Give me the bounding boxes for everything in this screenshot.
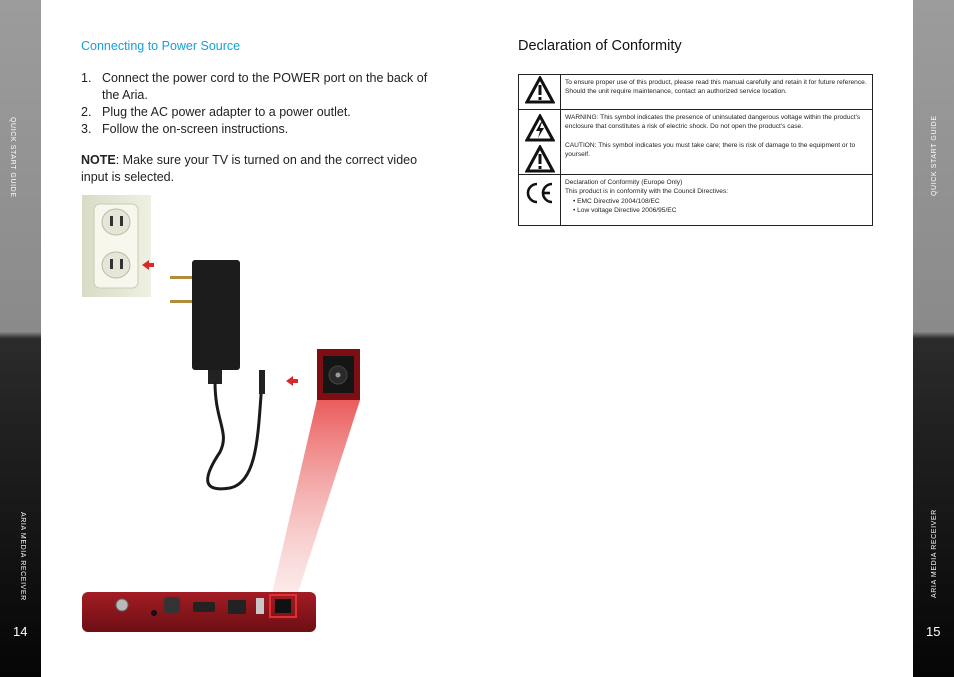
table-icon-cell xyxy=(519,110,561,175)
step-text: Follow the on-screen instructions. xyxy=(102,122,289,136)
note-paragraph xyxy=(81,152,441,186)
step-text: Connect the power cord to the POWER port on the back of the Aria. xyxy=(102,71,428,102)
caution-triangle-icon xyxy=(525,76,555,104)
left-sidebar xyxy=(0,0,41,677)
step-item xyxy=(81,104,441,121)
conformity-title: Declaration of Conformity (Europe Only) xyxy=(565,179,683,186)
table-text-cell: To ensure proper use of this product, please read this manual carefully and retain it for future reference. Should the unit require maintenance, contact an authorized service location. xyxy=(561,75,873,110)
directive-item: • EMC Directive 2004/108/EC xyxy=(573,197,660,205)
caution-triangle-icon xyxy=(525,145,555,173)
power-connection-illustration xyxy=(80,192,440,637)
note-text: : Make sure your TV is turned on and the correct video input is selected. xyxy=(81,153,418,184)
table-icon-cell xyxy=(519,75,561,110)
ce-mark-icon xyxy=(525,180,555,206)
conformity-table xyxy=(518,74,873,226)
arrow-icon xyxy=(286,376,298,386)
step-item xyxy=(81,70,441,104)
section-heading: Connecting to Power Source xyxy=(81,39,241,53)
table-row xyxy=(519,75,873,110)
instruction-steps xyxy=(81,70,441,138)
electric-shock-warning-icon xyxy=(525,114,555,142)
step-number: 3. xyxy=(81,122,92,136)
power-port-closeup-icon xyxy=(317,349,360,400)
right-page-number: 15 xyxy=(926,624,941,639)
page-title: Declaration of Conformity xyxy=(518,38,682,54)
directive-item: • Low voltage Directive 2006/95/EC xyxy=(573,207,677,215)
right-sidebar-top-label: QUICK START GUIDE xyxy=(931,115,938,196)
table-row xyxy=(519,175,873,226)
right-sidebar-bottom-label: ARIA MEDIA RECEIVER xyxy=(931,509,938,598)
table-icon-cell xyxy=(519,175,561,226)
note-label: NOTE xyxy=(81,153,116,167)
wall-outlet-icon xyxy=(82,195,151,297)
caution-text: CAUTION: This symbol indicates you must take care; there is risk of damage to the equipment or to yourself. xyxy=(565,141,856,159)
right-sidebar xyxy=(913,0,954,677)
warning-text: WARNING: This symbol indicates the presence of uninsulated dangerous voltage within the product's enclosure that constitutes a risk of electric shock. Do not open the product's case. xyxy=(565,114,861,131)
table-row xyxy=(519,110,873,175)
step-text: Plug the AC power adapter to a power outlet. xyxy=(102,105,351,119)
left-sidebar-top-label: QUICK START GUIDE xyxy=(9,117,16,198)
left-page-number: 14 xyxy=(13,624,28,639)
step-number: 2. xyxy=(81,105,92,119)
conformity-text: This product is in conformity with the Council Directives: xyxy=(565,188,729,196)
step-item xyxy=(81,121,441,138)
step-number: 1. xyxy=(81,71,92,85)
left-sidebar-bottom-label: ARIA MEDIA RECEIVER xyxy=(19,512,26,601)
aria-receiver-back-icon xyxy=(82,592,316,632)
power-adapter-icon xyxy=(170,260,265,489)
table-text-cell xyxy=(561,110,873,175)
table-text-cell xyxy=(561,175,873,226)
